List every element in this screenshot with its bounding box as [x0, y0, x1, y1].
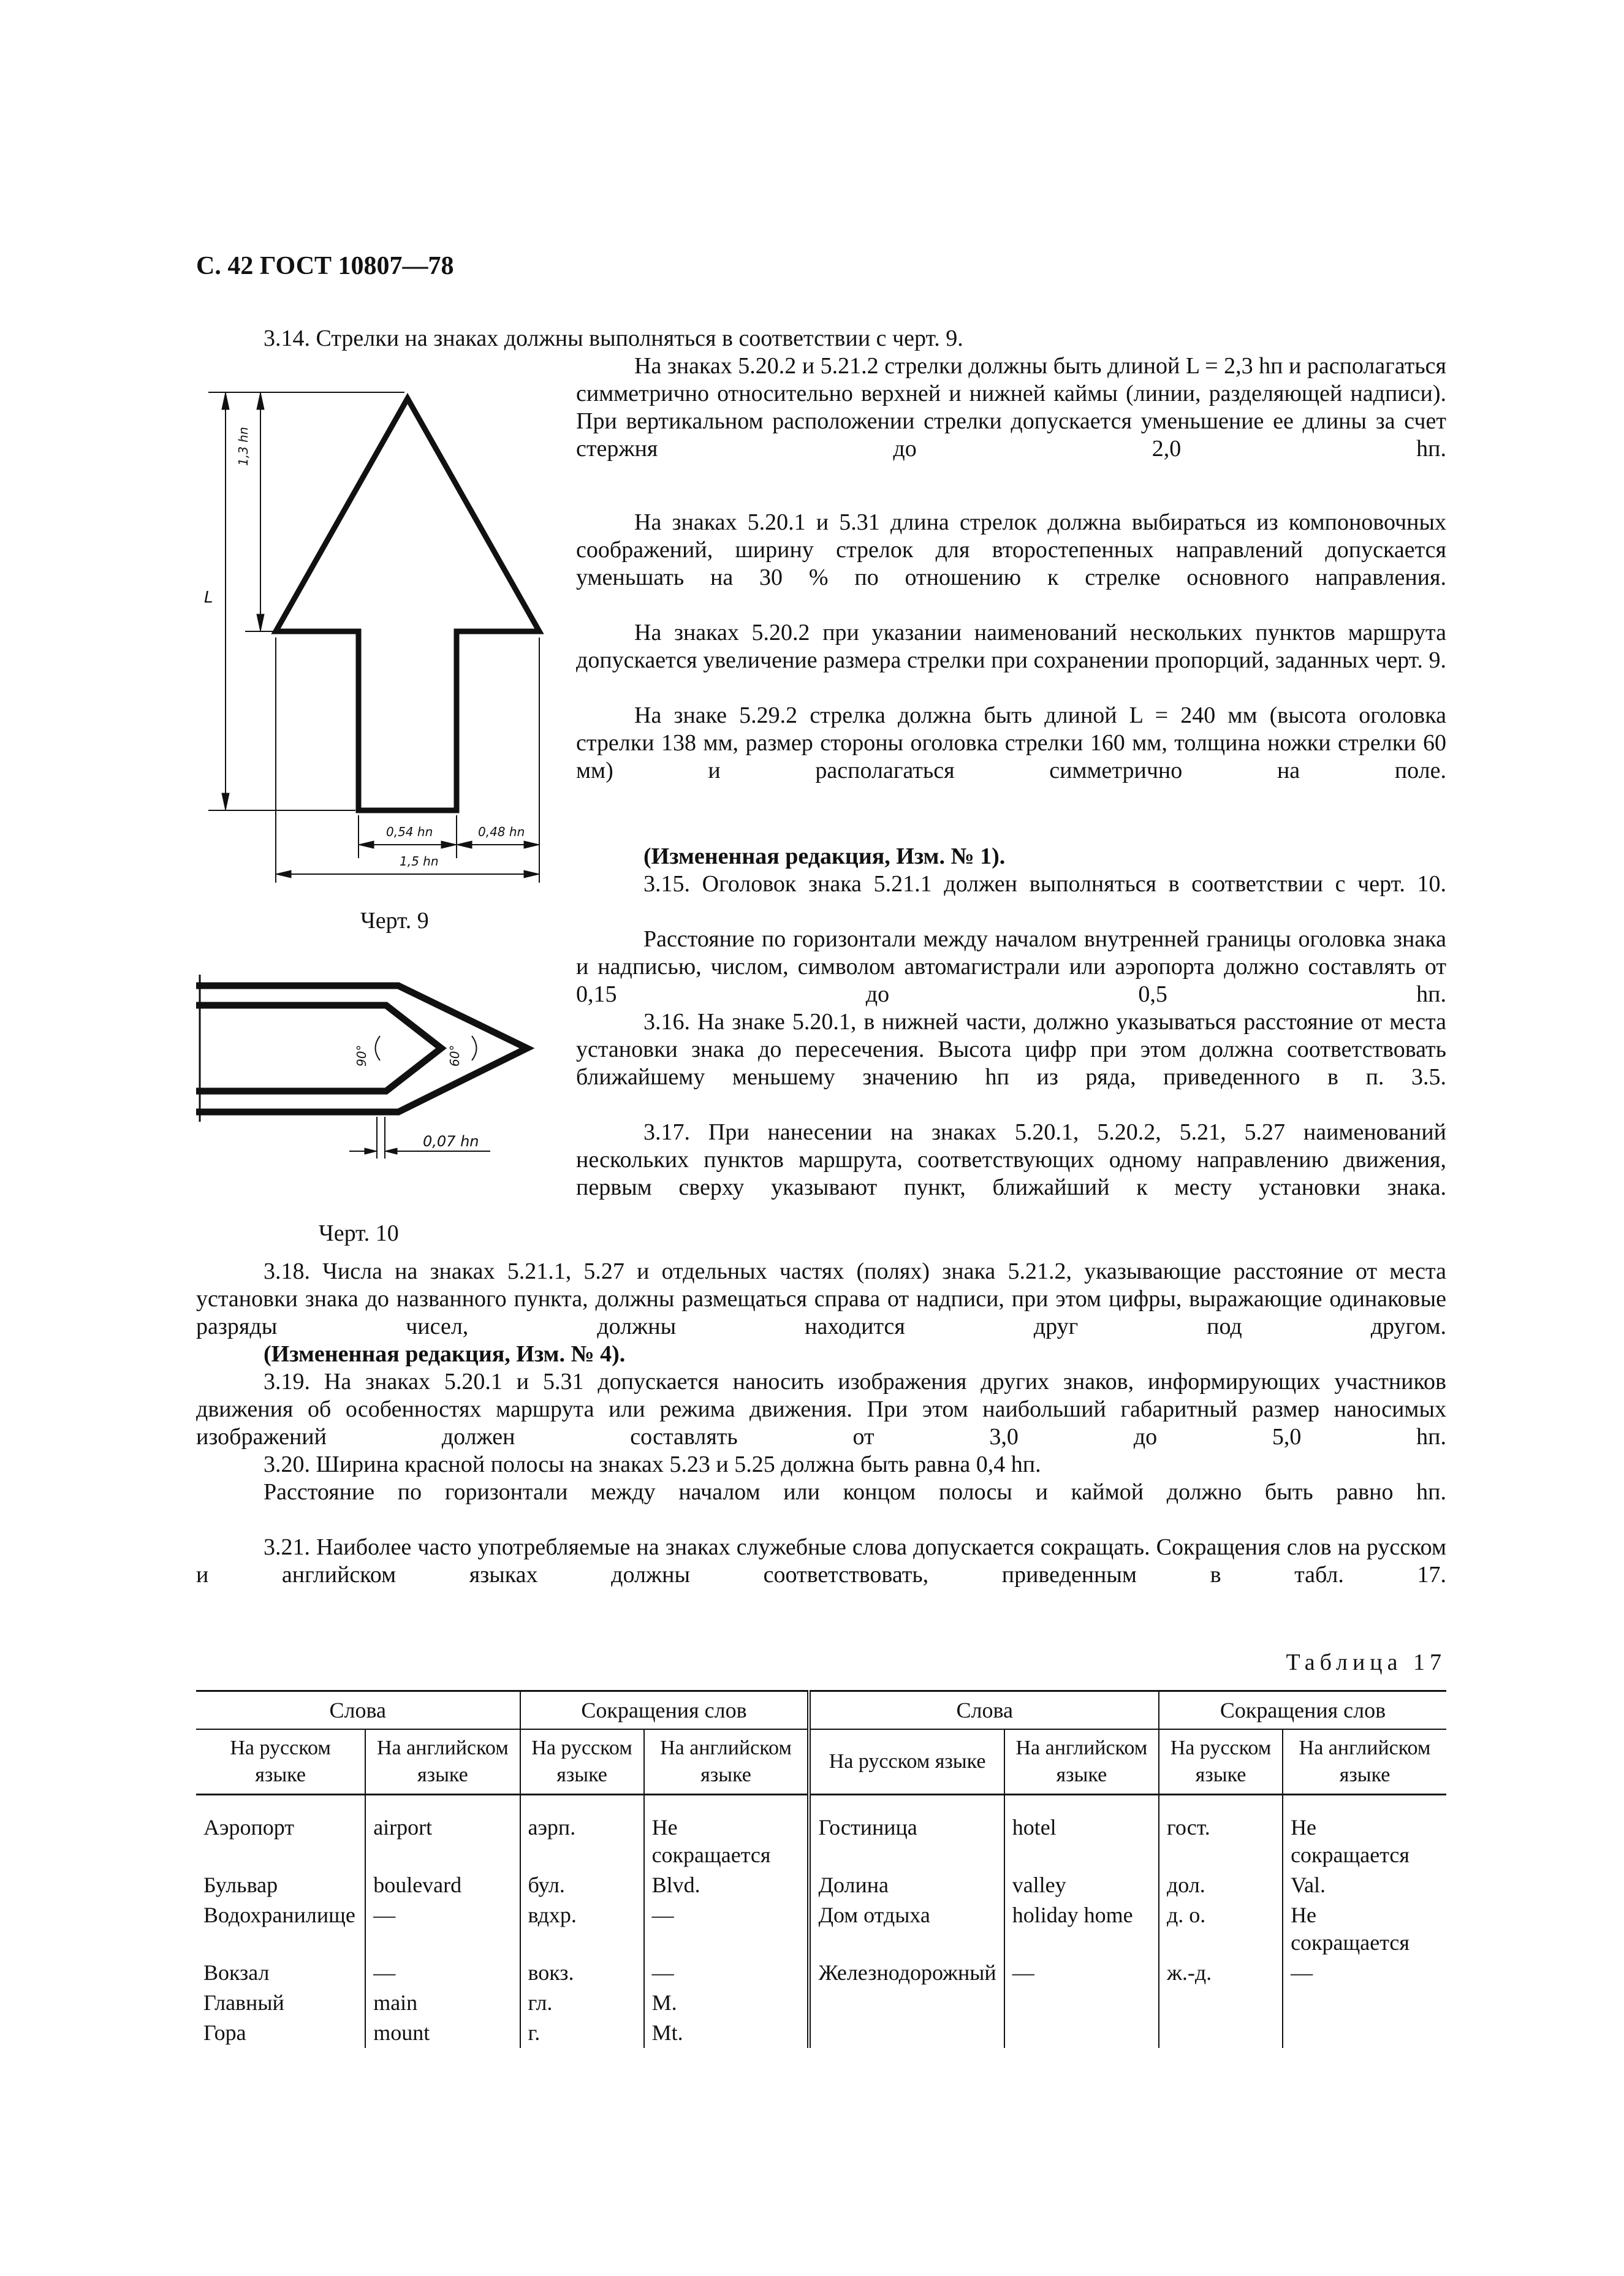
table-cell: — — [365, 1900, 520, 1958]
sub-header-english: На английском языке — [644, 1729, 810, 1795]
table-cell: Не сокращается — [1283, 1795, 1446, 1871]
paragraph-3-16: 3.16. На знаке 5.20.1, в нижней части, должно указываться расстояние от места установки знака до пересечения. Высота цифр при этом должна соответствовать ближайшему меньшему значению hп из ряда, приведенного в п. 3.5. — [576, 1009, 1446, 1090]
paragraph-3-17: 3.17. При нанесении на знаках 5.20.1, 5.20.2, 5.21, 5.27 наименований нескольких пунктов маршрута, соответствующих одному направлению движения, первым сверху указывают пункт, ближайший к месту установки знака. — [576, 1119, 1446, 1200]
table-cell: mount — [365, 2018, 520, 2048]
table-cell: valley — [1004, 1870, 1159, 1900]
paragraph-3-14-intro: 3.14. Стрелки на знаках должны выполняться в соответствии с черт. 9. — [264, 325, 963, 351]
table-cell — [1283, 1988, 1446, 2018]
table-cell: вдхр. — [520, 1900, 644, 1958]
table-group-header-row — [196, 1691, 1446, 1730]
paragraph-3-20: 3.20. Ширина красной полосы на знаках 5.23 и 5.25 должна быть равна 0,4 hп. — [264, 1452, 1041, 1477]
table-cell: Вокзал — [196, 1958, 365, 1988]
table-17 — [196, 1690, 1446, 2048]
table-cell: M. — [644, 1988, 810, 2018]
table-cell: Гора — [196, 2018, 365, 2048]
dim-0-54-hn: 0,54 hn — [386, 824, 433, 839]
paragraph-3-18: 3.18. Числа на знаках 5.21.1, 5.27 и отдельных частях (полях) знака 5.21.2, указывающие расстояние от места установки знака до названного пункта, должны размещаться справа от надписи, при этом цифры, выражающие одинаковые разряды чисел, должны находится друг под другом. — [196, 1258, 1446, 1339]
table-cell — [1004, 2018, 1159, 2048]
table-cell — [809, 1988, 1004, 2018]
angle-60: 60° — [447, 1045, 462, 1067]
table-sub-header-row — [196, 1729, 1446, 1795]
table-cell: Не сокращается — [1283, 1900, 1446, 1958]
table-cell: Водохранилище — [196, 1900, 365, 1958]
paragraph-3-14-b: На знаках 5.20.1 и 5.31 длина стрелок должна выбираться из компоновочных соображений, ширину стрелок для второстепенных направлений допускается уменьшать на 30 % по отношению к стрелке основного направления. — [576, 509, 1446, 590]
table-row — [196, 2018, 1446, 2048]
table-cell — [809, 2018, 1004, 2048]
table-cell: — — [1283, 1958, 1446, 1988]
sub-header-russian: На русском языке — [1159, 1729, 1283, 1795]
table-cell: holiday home — [1004, 1900, 1159, 1958]
table-cell — [1004, 1988, 1159, 2018]
table-cell: д. о. — [1159, 1900, 1283, 1958]
angle-90: 90° — [354, 1045, 369, 1067]
figure-9-arrow-drawing — [196, 374, 564, 962]
group-header-abbreviations: Сокращения слов — [520, 1691, 810, 1730]
paragraph-3-15-b: Расстояние по горизонтали между началом внутренней границы оголовка знака и надписью, числом, символом автомагистрали или аэропорта должно составлять от 0,15 до 0,5 hп. — [576, 926, 1446, 1007]
table-cell: Mt. — [644, 2018, 810, 2048]
table-cell: гл. — [520, 1988, 644, 2018]
table-cell: — — [644, 1900, 810, 1958]
table-cell: Бульвар — [196, 1870, 365, 1900]
amendment-note-1: (Измененная редакция, Изм. № 1). — [643, 843, 1006, 869]
group-header-words-2: Слова — [809, 1691, 1159, 1730]
table-cell: Не сокращается — [644, 1795, 810, 1871]
table-cell: — — [644, 1958, 810, 1988]
sub-header-english: На английском языке — [1283, 1729, 1446, 1795]
sub-header-russian: На русском языке — [196, 1729, 365, 1795]
sub-header-english: На английском языке — [365, 1729, 520, 1795]
paragraph-3-15: 3.15. Оголовок знака 5.21.1 должен выполняться в соответствии с черт. 10. — [643, 871, 1446, 897]
dim-1-3-hn: 1,3 hn — [236, 427, 251, 466]
table-cell: main — [365, 1988, 520, 2018]
paragraph-3-21: 3.21. Наиболее часто употребляемые на знаках служебные слова допускается сокращать. Сокращения слов на русском и английском языках должны соответствовать, приведенным в табл. 17. — [196, 1534, 1446, 1588]
table-cell: Железнодорожный — [809, 1958, 1004, 1988]
table-cell: boulevard — [365, 1870, 520, 1900]
table-row — [196, 1988, 1446, 2018]
dim-0-07-hn: 0,07 hn — [423, 1133, 479, 1150]
figure-10-sign-head-drawing — [196, 956, 539, 1214]
table-cell: бул. — [520, 1870, 644, 1900]
table-cell: airport — [365, 1795, 520, 1871]
paragraph-3-14-c: На знаках 5.20.2 при указании наименований нескольких пунктов маршрута допускается увеличение размера стрелки при сохранении пропорций, заданных черт. 9. — [576, 620, 1446, 673]
table-row — [196, 1870, 1446, 1900]
table-cell: Гостиница — [809, 1795, 1004, 1871]
table-cell: — — [1004, 1958, 1159, 1988]
paragraph-3-14-a: На знаках 5.20.2 и 5.21.2 стрелки должны быть длиной L = 2,3 hп и располагаться симметрично относительно верхней и нижней каймы (линии, разделяющей надписи). При вертикальном расположении стрелки допускается уменьшение ее длины за счет стержня до 2,0 hп. — [576, 353, 1446, 462]
table-cell: — — [365, 1958, 520, 1988]
table-cell: Дом отдыха — [809, 1900, 1004, 1958]
paragraph-3-20-b: Расстояние по горизонтали между началом или концом полосы и каймой должно быть равно hп. — [264, 1479, 1446, 1505]
table-cell: гост. — [1159, 1795, 1283, 1871]
table-row — [196, 1795, 1446, 1871]
table-cell: Blvd. — [644, 1870, 810, 1900]
amendment-note-4: (Измененная редакция, Изм. № 4). — [264, 1341, 626, 1367]
dim-1-5-hn: 1,5 hn — [400, 854, 439, 869]
dim-0-48-hn: 0,48 hn — [478, 824, 525, 839]
table-cell: Аэропорт — [196, 1795, 365, 1871]
table-cell: аэрп. — [520, 1795, 644, 1871]
table-cell: вокз. — [520, 1958, 644, 1988]
sub-header-russian: На русском языке — [520, 1729, 644, 1795]
figure-10-caption: Черт. 10 — [319, 1220, 399, 1246]
table-cell: Долина — [809, 1870, 1004, 1900]
sub-header-russian: На русском языке — [809, 1729, 1004, 1795]
table-cell: г. — [520, 2018, 644, 2048]
table-cell: hotel — [1004, 1795, 1159, 1871]
table-cell: Главный — [196, 1988, 365, 2018]
table-cell — [1159, 1988, 1283, 2018]
table-row — [196, 1900, 1446, 1958]
paragraph-3-19: 3.19. На знаках 5.20.1 и 5.31 допускается наносить изображения других знаков, информирующих участников движения об особенностях маршрута или режима движения. При этом наибольший габаритный размер наносимых изображений должен составлять от 3,0 до 5,0 hп. — [196, 1369, 1446, 1450]
table-cell: дол. — [1159, 1870, 1283, 1900]
table-cell — [1283, 2018, 1446, 2048]
group-header-abbreviations-2: Сокращения слов — [1159, 1691, 1446, 1730]
table-cell — [1159, 2018, 1283, 2048]
group-header-words: Слова — [196, 1691, 520, 1730]
table-row — [196, 1958, 1446, 1988]
paragraph-3-14-d: На знаке 5.29.2 стрелка должна быть длиной L = 240 мм (высота оголовка стрелки 138 мм, размер стороны оголовка стрелки 160 мм, толщина ножки стрелки 60 мм) и располагаться симметрично на поле. — [576, 702, 1446, 783]
table-17-label: Таблица 17 — [1286, 1650, 1446, 1675]
page-header: С. 42 ГОСТ 10807—78 — [196, 252, 454, 280]
dim-L: L — [204, 588, 213, 607]
table-cell: ж.-д. — [1159, 1958, 1283, 1988]
figure-9-caption: Черт. 9 — [360, 908, 429, 934]
table-cell: Val. — [1283, 1870, 1446, 1900]
sub-header-english: На английском языке — [1004, 1729, 1159, 1795]
